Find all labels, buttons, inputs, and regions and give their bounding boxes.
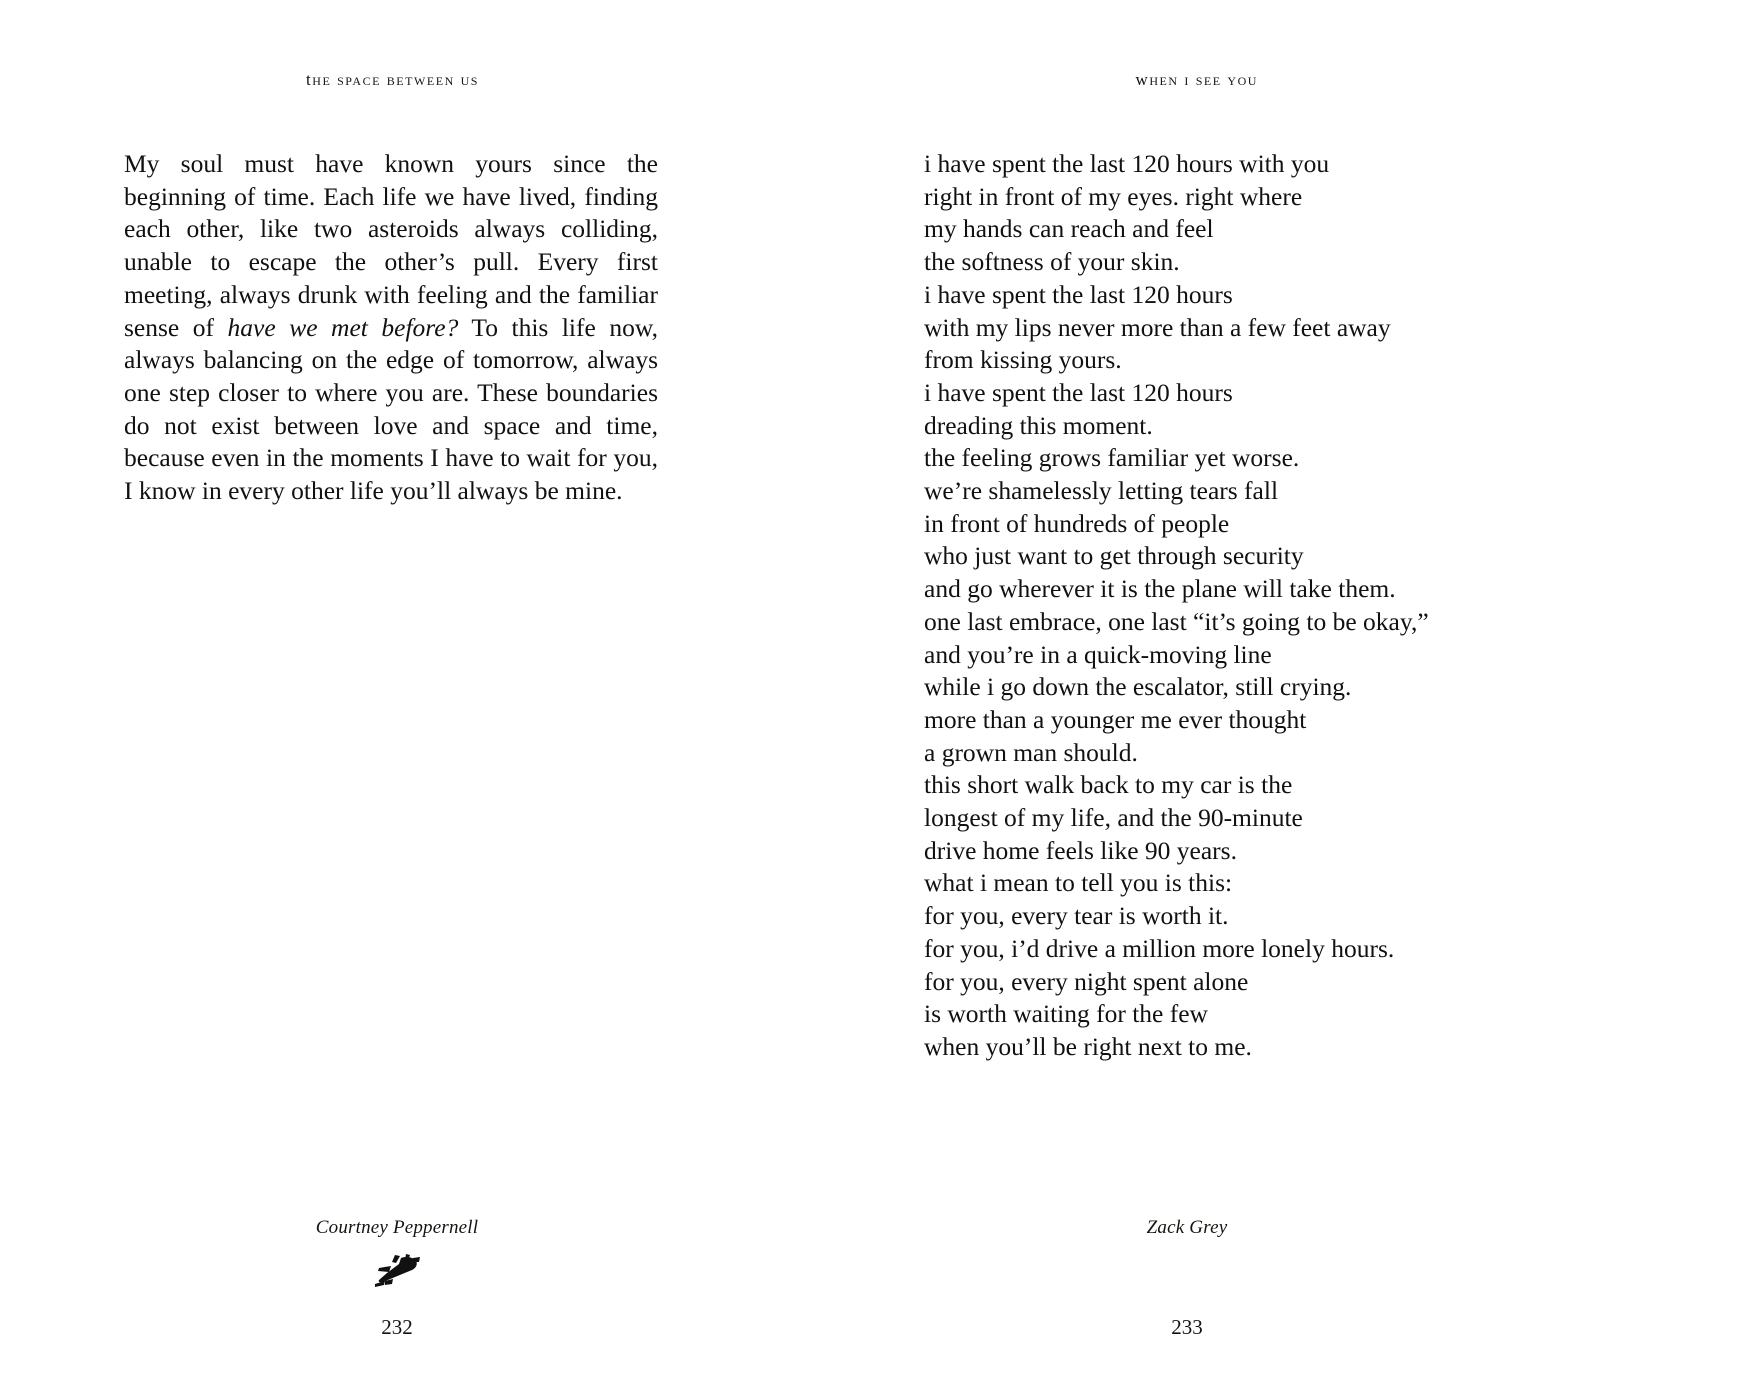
right-page-number: 233 bbox=[1171, 1315, 1203, 1339]
prose-segment-before-italic: My soul must have known yours since the beginning of time. Each life we have lived, finding each other, like two asteroids always colliding, unable to escape the other’s pull. Every first meeting, always drunk with feeling and the familiar sense of bbox=[124, 149, 658, 342]
poem-line: when you’ll be right next to me. bbox=[924, 1031, 1252, 1061]
poem-line: the feeling grows familiar yet worse. bbox=[924, 443, 1300, 473]
poem-line: this short walk back to my car is the bbox=[924, 770, 1293, 800]
poem-line: from kissing yours. bbox=[924, 345, 1122, 375]
poem-line: a grown man should. bbox=[924, 737, 1138, 767]
right-page-footer bbox=[874, 1205, 1748, 1395]
poem-line: one last embrace, one last “it’s going to be okay,” bbox=[924, 606, 1429, 636]
right-running-head: when i see you bbox=[1135, 70, 1258, 89]
poem-line: with my lips never more than a few feet away bbox=[924, 312, 1391, 342]
poem-line: right in front of my eyes. right where bbox=[924, 181, 1303, 211]
poem-body bbox=[924, 148, 1484, 1064]
poem-line: for you, i’d drive a million more lonely hours. bbox=[924, 933, 1395, 963]
poem-line: drive home feels like 90 years. bbox=[924, 835, 1237, 865]
poem-line: dreading this moment. bbox=[924, 410, 1153, 440]
poem-line: and you’re in a quick-moving line bbox=[924, 639, 1272, 669]
poem-line: i have spent the last 120 hours with you bbox=[924, 149, 1330, 178]
poem-line: who just want to get through security bbox=[924, 541, 1304, 571]
prose-italic-phrase: have we met before? bbox=[227, 312, 459, 342]
prose-paragraph bbox=[124, 148, 658, 508]
poem-line: what i mean to tell you is this: bbox=[924, 868, 1233, 898]
poem-line: and go wherever it is the plane will take them. bbox=[924, 574, 1396, 604]
bars-and-dot-ornament bbox=[750, 1249, 1624, 1303]
right-page bbox=[874, 0, 1748, 1395]
left-author-byline: Courtney Peppernell bbox=[315, 1217, 479, 1238]
left-running-head: the space between us bbox=[306, 70, 479, 89]
poem-line: for you, every night spent alone bbox=[924, 966, 1249, 996]
poem-line: i have spent the last 120 hours bbox=[924, 377, 1233, 407]
airplane-ornament bbox=[0, 1249, 834, 1303]
poem-line: in front of hundreds of people bbox=[924, 508, 1230, 538]
poem-line: i have spent the last 120 hours bbox=[924, 279, 1233, 309]
poem-line: my hands can reach and feel bbox=[924, 214, 1214, 244]
right-author-byline: Zack Grey bbox=[1146, 1217, 1228, 1238]
poem-line: while i go down the escalator, still crying. bbox=[924, 672, 1352, 702]
poem-line: we’re shamelessly letting tears fall bbox=[924, 476, 1279, 506]
left-page-number: 232 bbox=[381, 1315, 413, 1339]
prose-segment-after-italic: To this life now, always balancing on the edge of tomorrow, always one step closer to where you are. These boundaries do not exist between love and space and time, because even in the moments I have to wait for you, I know in every other life you’ll always be mine. bbox=[124, 312, 658, 506]
poem-line: is worth waiting for the few bbox=[924, 999, 1208, 1029]
poem-line: for you, every tear is worth it. bbox=[924, 901, 1229, 931]
left-page-footer bbox=[0, 1205, 874, 1395]
poem-line: more than a younger me ever thought bbox=[924, 704, 1307, 734]
poem-line: the softness of your skin. bbox=[924, 247, 1180, 277]
poem-line: longest of my life, and the 90-minute bbox=[924, 803, 1303, 833]
airplane-icon bbox=[371, 1278, 423, 1295]
